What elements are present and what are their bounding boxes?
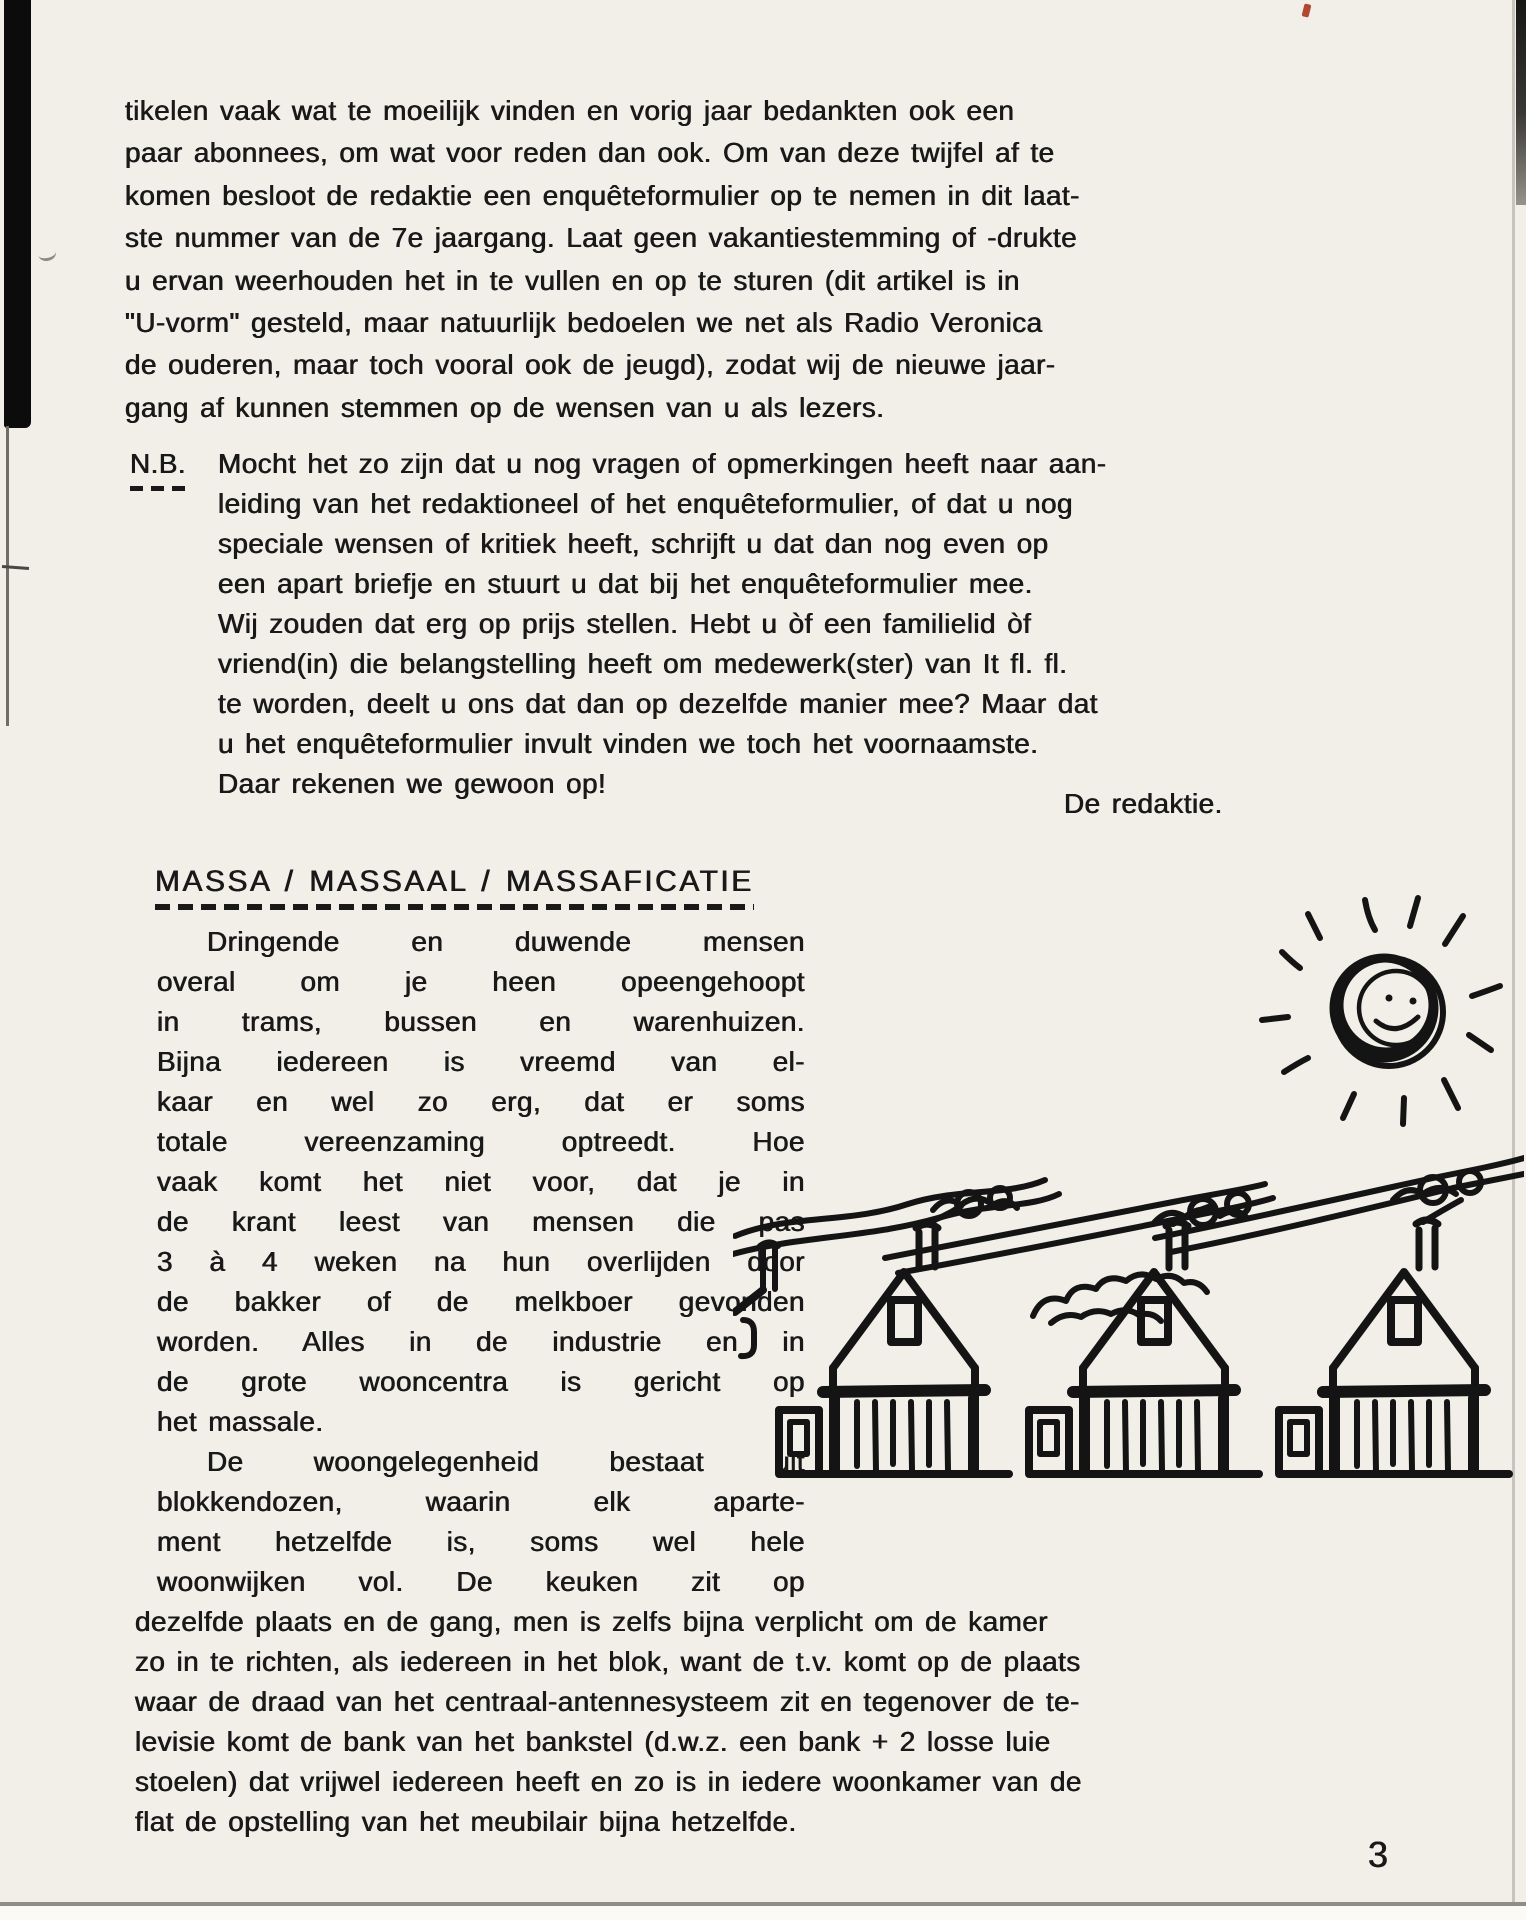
nb-label: N.B.: [130, 444, 186, 491]
text-line: kaar en wel zo erg, dat er soms: [157, 1086, 805, 1117]
text-line: de krant leest van mensen die pas: [157, 1206, 805, 1237]
text-line: het massale.: [157, 1406, 324, 1437]
text-line: de bakker of de melkboer gevonden: [157, 1286, 805, 1317]
sun-smile: [1376, 1017, 1418, 1029]
text-line: Wij zouden dat erg op prijs stellen. Hebt u òf een familielid òf: [218, 608, 1032, 639]
text-line: flat de opstelling van het meubilair bijna hetzelfde.: [135, 1806, 797, 1837]
sun-illustration: [1248, 888, 1523, 1153]
scan-artifact-bottom-strip: [0, 1906, 1526, 1920]
text-line: een apart briefje en stuurt u dat bij het enquêteformulier mee.: [218, 568, 1033, 599]
text-line: vaak komt het niet voor, dat je in: [157, 1166, 805, 1197]
text-line: de ouderen, maar toch vooral ook de jeugd), zodat wij de nieuwe jaar-: [125, 349, 1056, 381]
text-line: dezelfde plaats en de gang, men is zelfs bijna verplicht om de kamer: [135, 1606, 1049, 1637]
text-line: in trams, bussen en warenhuizen.: [157, 1006, 805, 1037]
text-line: u het enquêteformulier invult vinden we toch het voornaamste.: [218, 728, 1039, 759]
nb-note: [130, 444, 1470, 819]
text-line: stoelen) dat vrijwel iedereen heeft en zo is in iedere woonkamer van de: [135, 1766, 1082, 1797]
text-line: "U-vorm" gesteld, maar natuurlijk bedoelen we net als Radio Veronica: [125, 307, 1043, 339]
text-line: ment hetzelfde is, soms wel hele: [157, 1526, 805, 1557]
text-line: paar abonnees, om wat voor reden dan ook. Om van deze twijfel af te: [125, 137, 1055, 169]
article-heading: MASSA / MASSAAL / MASSAFICATIE: [155, 864, 754, 910]
scan-artifact-left-bar: [4, 0, 31, 428]
scan-artifact-squiggle: [37, 244, 58, 262]
text-line: waar de draad van het centraal-antennesysteem zit en tegenover de te-: [135, 1686, 1080, 1717]
text-line: te worden, deelt u ons dat dan op dezelfde manier mee? Maar dat: [218, 688, 1098, 719]
text-line: vriend(in) die belangstelling heeft om medewerk(ster) van It fl. fl.: [218, 648, 1068, 679]
text-line: worden. Alles in de industrie en in: [157, 1326, 805, 1357]
chimney: [916, 1220, 1438, 1268]
partial-house-roof: [735, 1290, 763, 1312]
text-line: De woongelegenheid bestaat uit: [207, 1446, 805, 1477]
scan-artifact-red-speck: [1302, 3, 1312, 17]
text-line: woonwijken vol. De keuken zit op: [157, 1566, 805, 1597]
text-line: ste nummer van de 7e jaargang. Laat geen vakantiestemming of -drukte: [125, 222, 1078, 254]
text-line: komen besloot de redaktie een enquêteformulier op te nemen in dit laat-: [125, 179, 1080, 211]
nb-text: [218, 444, 1470, 804]
bracket-mark: [741, 1320, 754, 1356]
text-line: Dringende en duwende mensen: [207, 926, 805, 957]
text-line: Bijna iedereen is vreemd van el-: [157, 1046, 805, 1077]
text-line: Daar rekenen we gewoon op!: [218, 768, 607, 799]
text-line: speciale wensen of kritiek heeft, schrijft u dat dan nog even op: [218, 528, 1049, 559]
text-line: de grote wooncentra is gericht op: [157, 1366, 805, 1397]
editorial-signature: De redaktie.: [1064, 788, 1223, 819]
text-line: leiding van het redaktioneel of het enquêteformulier, of dat u nog: [218, 488, 1073, 519]
text-line: levisie komt de bank van het bankstel (d.w.z. een bank + 2 losse luie: [135, 1726, 1051, 1757]
text-line: totale vereenzaming optreedt. Hoe: [157, 1126, 805, 1157]
sun-eye-right: [1410, 998, 1417, 1005]
houses-illustration: [733, 1140, 1524, 1540]
text-line: Mocht het zo zijn dat u nog vragen of opmerkingen heeft naar aan-: [218, 448, 1107, 479]
house: [1279, 1272, 1509, 1474]
text-line: zo in te richten, als iedereen in het blok, want de t.v. komt op de plaats: [135, 1646, 1081, 1677]
house: [779, 1272, 1009, 1474]
smoke-stream: [733, 1180, 1059, 1254]
page-number: 3: [1368, 1834, 1389, 1875]
text-line: 3 à 4 weken na hun overlijden door: [157, 1246, 805, 1277]
intro-paragraph: [125, 90, 1435, 429]
text-line: gang af kunnen stemmen op de wensen van u als lezers.: [125, 391, 885, 423]
text-line: overal om je heen opeengehoopt: [157, 966, 805, 997]
scan-artifact-left-line: [6, 426, 9, 726]
text-line: u ervan weerhouden het in te vullen en op te sturen (dit artikel is in: [125, 264, 1020, 296]
scan-artifact-right-top-bar: [1516, 0, 1526, 205]
text-line: tikelen vaak wat te moeilijk vinden en vorig jaar bedankten ook een: [125, 95, 1015, 126]
text-line: blokkendozen, waarin elk aparte-: [157, 1486, 805, 1517]
sun-eye-left: [1386, 995, 1393, 1002]
